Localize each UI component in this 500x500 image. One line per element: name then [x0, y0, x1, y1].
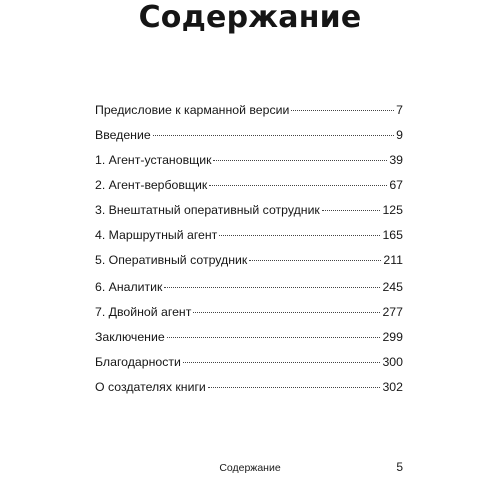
- toc-entry[interactable]: [95, 128, 403, 153]
- toc-dot-leader: [164, 287, 380, 288]
- toc-entry-page: 165: [382, 228, 403, 242]
- toc-entry-page: 39: [389, 153, 403, 167]
- toc-entry-label: 4. Маршрутный агент: [95, 228, 218, 242]
- toc-entry-page: 125: [382, 203, 403, 217]
- toc-entry-page: 300: [382, 355, 403, 369]
- toc-entry-page: 277: [382, 305, 403, 319]
- toc-entry[interactable]: [95, 103, 403, 128]
- toc-dot-leader: [291, 110, 394, 111]
- toc-entry-page: 245: [382, 280, 403, 294]
- toc-entry[interactable]: [95, 153, 403, 178]
- toc-entry[interactable]: [95, 380, 403, 405]
- toc-entry[interactable]: [95, 253, 403, 278]
- toc-dot-leader: [183, 362, 381, 363]
- toc-entry-page: 9: [396, 128, 403, 142]
- running-footer-title: Содержание: [219, 462, 281, 474]
- footer-page-number: 5: [396, 460, 403, 474]
- toc-entry-label: 7. Двойной агент: [95, 305, 192, 319]
- toc-entry[interactable]: [95, 280, 403, 305]
- toc-dot-leader: [208, 387, 381, 388]
- toc-dot-leader: [219, 235, 380, 236]
- toc-entry-label: Введение: [95, 128, 151, 142]
- toc-entry[interactable]: [95, 203, 403, 228]
- toc-entry-page: 7: [396, 103, 403, 117]
- toc-entry-label: 6. Аналитик: [95, 280, 163, 294]
- toc-entry-page: 302: [382, 380, 403, 394]
- toc-entry[interactable]: [95, 305, 403, 330]
- toc-entry-page: 299: [382, 330, 403, 344]
- toc-entry-label: 5. Оперативный сотрудник: [95, 253, 248, 267]
- toc-dot-leader: [213, 160, 387, 161]
- toc-entry-label: Предисловие к карманной версии: [95, 103, 290, 117]
- toc-entry-label: 2. Агент-вербовщик: [95, 178, 208, 192]
- toc-entry-label: 1. Агент-установщик: [95, 153, 212, 167]
- toc-entry[interactable]: [95, 178, 403, 203]
- toc-dot-leader: [249, 260, 381, 261]
- toc-entry[interactable]: [95, 228, 403, 253]
- toc-entry[interactable]: [95, 355, 403, 380]
- toc-entry-label: 3. Внештатный оперативный сотрудник: [95, 203, 320, 217]
- toc-entry-label: Благодарности: [95, 355, 181, 369]
- toc-entry-page: 211: [383, 253, 403, 267]
- toc-dot-leader: [322, 210, 381, 211]
- toc-dot-leader: [209, 185, 387, 186]
- page-title: Содержание: [138, 0, 362, 35]
- table-of-contents: [95, 103, 403, 405]
- toc-dot-leader: [193, 312, 380, 313]
- toc-dot-leader: [153, 135, 394, 136]
- toc-entry[interactable]: [95, 330, 403, 355]
- toc-entry-label: О создателях книги: [95, 380, 206, 394]
- toc-entry-page: 67: [389, 178, 403, 192]
- toc-dot-leader: [167, 337, 381, 338]
- toc-entry-label: Заключение: [95, 330, 165, 344]
